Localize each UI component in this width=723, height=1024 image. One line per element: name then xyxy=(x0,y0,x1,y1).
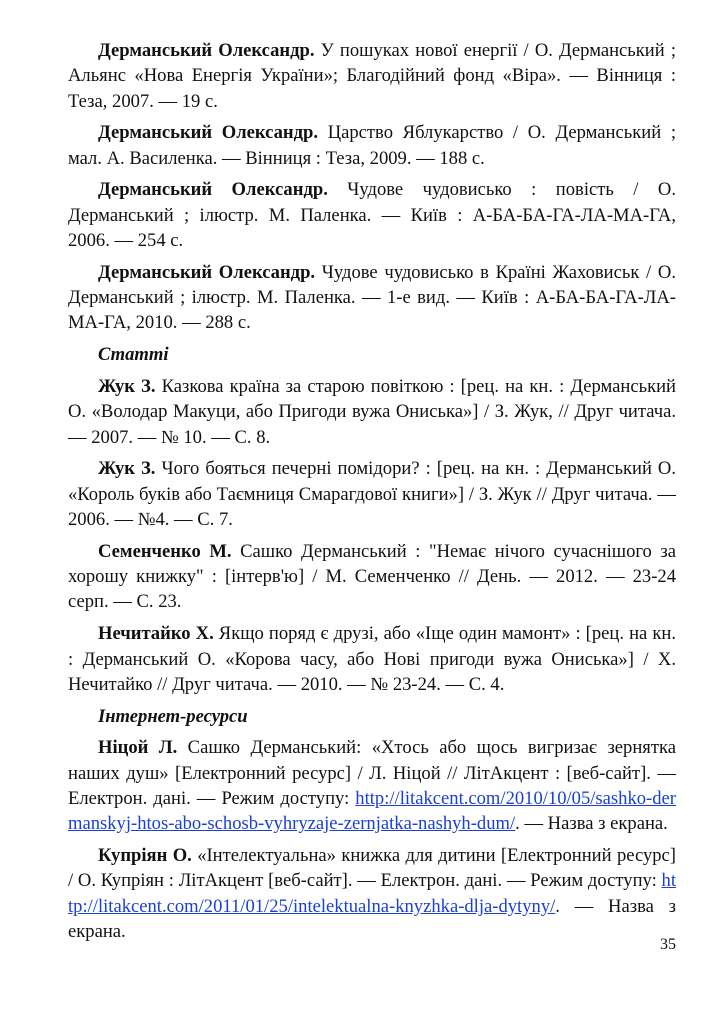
entry-text: «Інтелектуальна» книжка для дитини [Електронний ресурс] / О. Купріян : ЛітАкцент [веб-сайт]. — Електрон. дані. — Режим доступу: xyxy=(68,845,676,892)
entry-text: Чудове чудовисько в Країні Жаховиськ / О. Дерманський ; ілюстр. М. Паленка. — 1-е вид. — Київ : А-БА-БА-ГА-ЛА-МА-ГА, 2010. — 288 с. xyxy=(68,261,676,334)
entry-text: Чого бояться печерні помідори? : [рец. на кн. : Дерманський О. «Король буків або Таємниця Смарагдової книги»] / З. Жук // Друг читача. — 2006. — №4. — С. 7. xyxy=(68,458,676,531)
entry-text: Царство Яблукарство / О. Дерманський ; мал. А. Василенка. — Вінниця : Теза, 2009. — 188 с. xyxy=(68,122,676,169)
entry-author: Дерманський Олександр. xyxy=(98,179,328,201)
resource-link[interactable]: http://litakcent.com/2011/01/25/intelektualna-knyzhka-dlja-dytyny/ xyxy=(68,870,676,917)
entry-author: Дерманський Олександр. xyxy=(98,261,316,283)
bibliography-entry xyxy=(68,456,676,532)
entry-author: Семенченко М. xyxy=(98,540,232,562)
bibliography-entry xyxy=(68,260,676,336)
bibliography-entry xyxy=(68,539,676,615)
page-number: 35 xyxy=(660,936,676,953)
entry-author: Жук З. xyxy=(98,376,156,398)
bibliography-entry xyxy=(68,374,676,450)
section-heading-articles: Статті xyxy=(98,344,169,366)
entry-tail: . — Назва з екрана. xyxy=(68,895,676,942)
bibliography-entry xyxy=(68,843,676,944)
entry-text: Сашко Дерманський: «Хтось або щось вигризає зернятка наших душ» [Електронний ресурс] / Л. Ніцой // ЛітАкцент : [веб-сайт]. — Електрон. дані. — Режим доступу: xyxy=(68,737,676,810)
bibliography-page xyxy=(68,38,676,951)
section-heading-internet: Інтернет-ресурси xyxy=(98,705,248,727)
entry-author: Ніцой Л. xyxy=(98,737,178,759)
entry-text: У пошуках нової енергії / О. Дерманський ; Альянс «Нова Енергія України»; Благодійний фонд «Віра». — Вінниця : Теза, 2007. — 19 с. xyxy=(68,40,676,112)
entry-text: Чудове чудовисько : повість / О. Дерманський ; ілюстр. М. Паленка. — Київ : А-БА-БА-ГА-ЛА-МА-ГА, 2006. — 254 с. xyxy=(68,179,676,252)
entry-tail: . — Назва з екрана. xyxy=(515,813,668,835)
bibliography-entry xyxy=(68,120,676,171)
entry-author: Нечитайко Х. xyxy=(98,623,214,645)
entry-author: Купріян О. xyxy=(98,845,192,867)
bibliography-entry xyxy=(68,38,676,114)
entry-author: Дерманський Олександр. xyxy=(98,122,319,144)
entry-text: Якщо поряд є друзі, або «Іще один мамонт» : [рец. на кн. : Дерманський О. «Корова часу, або Нові пригоди вужа Ониська»] / Х. Нечитайко // Друг читача. — 2010. — № 23-24. — С. 4. xyxy=(68,623,676,695)
entry-author: Дерманський Олександр. xyxy=(98,40,315,61)
entry-text: Сашко Дерманський : "Немає нічого сучаснішого за хорошу книжку" : [інтерв'ю] / М. Семенченко // День. — 2012. — 23-24 серп. — С. 23. xyxy=(68,540,676,613)
bibliography-entry xyxy=(68,177,676,253)
entry-text: Казкова країна за старою повіткою : [рец. на кн. : Дерманський О. «Володар Макуци, або Пригоди вужа Ониська»] / З. Жук, // Друг читача. — 2007. — № 10. — С. 8. xyxy=(68,376,677,448)
entry-author: Жук З. xyxy=(98,458,156,480)
bibliography-entry xyxy=(68,621,676,697)
bibliography-entry xyxy=(68,735,676,836)
resource-link[interactable]: http://litakcent.com/2010/10/05/sashko-dermanskyj-htos-abo-schosb-vyhryzaje-zernjatka-nashyh-dum/ xyxy=(68,788,676,835)
